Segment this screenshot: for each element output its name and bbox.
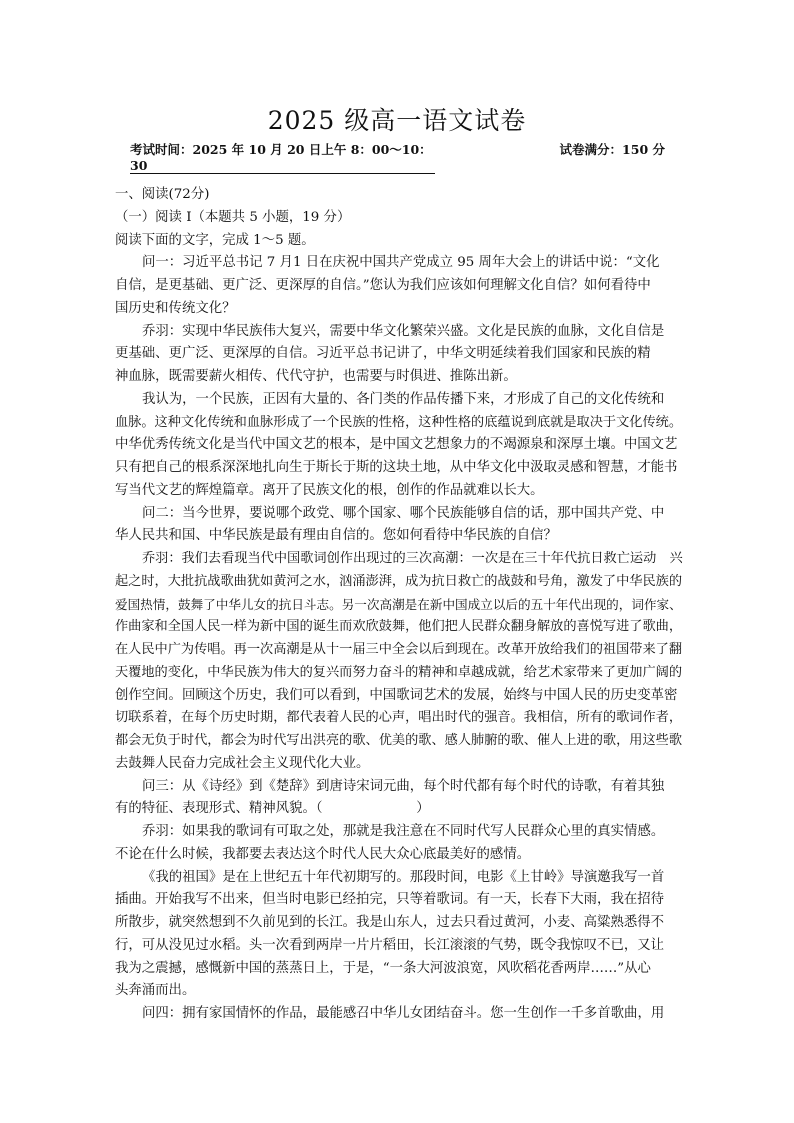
text-line: 写当代文艺的辉煌篇章。离开了民族文化的根，创作的作品就难以长大。	[115, 482, 544, 498]
text-line: 作曲家和全国人民一样为新中国的诞生而欢欣鼓舞，他们把人民群众翻身解放的喜悦写进了歌曲，	[115, 619, 683, 635]
text-line: 自信，是更基础、更广泛、更深厚的自信。”您认为我们应该如何理解文化自信？如何看待中	[115, 278, 651, 293]
text-line: 中华优秀传统文化是当代中国文艺的根本，是中国文艺想象力的不竭源泉和深厚土壤。中国文艺	[115, 437, 678, 453]
text-line: 所散步，就突然想到不久前见到的长江。我是山东人，过去只看过黄河，小麦、高粱熟悉得不	[115, 915, 665, 930]
text-line: 只有把自己的根系深深地扎向生于斯长于斯的这块土地，从中华文化中汲取灵感和智慧，才能书	[115, 460, 678, 475]
page-title: 2025 级高一语文试卷	[267, 106, 527, 135]
text-line: 问四：拥有家国情怀的作品，最能感召中华儿女团结奋斗。您一生创作一千多首歌曲，用	[142, 1006, 665, 1021]
text-line: 都会无负于时代，都会为时代写出洪亮的歌、优美的歌、感人肺腑的歌、催人上进的歌，用这些歌	[115, 733, 683, 748]
exam-time: 考试时间：2025 年 10 月 20 日上午 8：00～10：30	[130, 140, 435, 174]
text-line: 头奔涌而出。	[115, 983, 196, 999]
text-line: 插曲。开始我写不出来，但当时电影已经拍完，只等着歌词。有一天，长春下大雨，我在招待	[115, 892, 665, 908]
text-line: 阅读下面的文字，完成 1～5 题。	[115, 232, 315, 248]
text-line: 神血脉，既需要薪火相传、代代守护，也需要与时俱进、推陈出新。	[115, 369, 517, 384]
text-line: 问三：从《诗经》到《楚辞》到唐诗宋词元曲，每个时代都有每个时代的诗歌，有着其独	[142, 778, 665, 794]
text-line: 有的特征、表现形式、精神风貌。（ ）	[115, 801, 430, 817]
text-line: 去鼓舞人民奋力完成社会主义现代化大业。	[115, 755, 370, 771]
text-line: 乔羽：我们去看现当代中国歌词创作出现过的三次高潮：一次是在三十年代抗日救亡运动 兴	[142, 551, 683, 566]
text-line: 乔羽：如果我的歌词有可取之处，那就是我注意在不同时代写人民群众心里的真实情感。	[142, 824, 665, 839]
text-line: 问二：当今世界，要说哪个政党、哪个国家、哪个民族能够自信的话，那中国共产党、中	[142, 505, 665, 521]
text-line: 华人民共和国、中华民族是最有理由自信的。您如何看待中华民族的自信？	[115, 528, 557, 544]
text-line: 我认为，一个民族，正因有大量的、各门类的作品传播下来，才形成了自己的文化传统和	[142, 391, 665, 407]
text-line: 创作空间。回顾这个历史，我们可以看到，中国歌词艺术的发展，始终与中国人民的历史变革密	[115, 687, 678, 703]
reading-passage	[115, 184, 685, 1026]
text-line: 天覆地的变化，中华民族为伟大的复兴而努力奋斗的精神和卓越成就，给艺术家带来了更加广阔的	[115, 664, 683, 680]
text-line: 我为之震撼，感慨新中国的蒸蒸日上，于是，“一条大河波浪宽，风吹稻花香两岸……”从心	[115, 960, 651, 976]
text-line: 起之时，大批抗战歌曲犹如黄河之水，汹涌澎湃，成为抗日救亡的战鼓和号角，激发了中华民族的	[115, 573, 683, 589]
full-score: 试卷满分：150 分	[559, 142, 665, 157]
text-line: 在人民中广为传唱。再一次高潮是从十一届三中全会以后到现在。改革开放给我们的祖国带来了翻	[115, 642, 683, 657]
text-line: 国历史和传统文化？	[115, 300, 236, 316]
text-line: 不论在什么时候，我都要去表达这个时代人民大众心底最美好的感情。	[115, 846, 531, 862]
text-line: 一、阅读(72分)	[115, 187, 210, 202]
text-line: （一）阅读 I（本题共 5 小题，19 分）	[115, 209, 351, 225]
text-line: 《我的祖国》是在上世纪五十年代初期写的。那段时间，电影《上甘岭》导演邀我写一首	[142, 869, 665, 885]
text-line: 问一：习近平总书记 7 月1 日在庆祝中国共产党成立 95 周年大会上的讲话中说：“文化	[142, 255, 660, 271]
text-line: 爱国热情，鼓舞了中华儿女的抗日斗志。另一次高潮是在新中国成立以后的五十年代出现的，词作家、	[115, 596, 682, 612]
text-line: 切联系着，在每个历史时期，都代表着人民的心声，唱出时代的强音。我相信，所有的歌词作者，	[115, 710, 683, 726]
exam-info-bar	[130, 140, 665, 173]
text-line: 行，可从没见过水稻。头一次看到两岸一片片稻田，长江滚滚的气势，既令我惊叹不已，又让	[115, 937, 665, 953]
text-line: 乔羽：实现中华民族伟大复兴，需要中华文化繁荣兴盛。文化是民族的血脉，文化自信是	[142, 323, 665, 339]
text-line: 更基础、更广泛、更深厚的自信。习近平总书记讲了，中华文明延续着我们国家和民族的精	[115, 346, 651, 362]
text-line: 血脉。这种文化传统和血脉形成了一个民族的性格，这种性格的底蕴说到底就是取决于文化传统。	[115, 414, 683, 430]
